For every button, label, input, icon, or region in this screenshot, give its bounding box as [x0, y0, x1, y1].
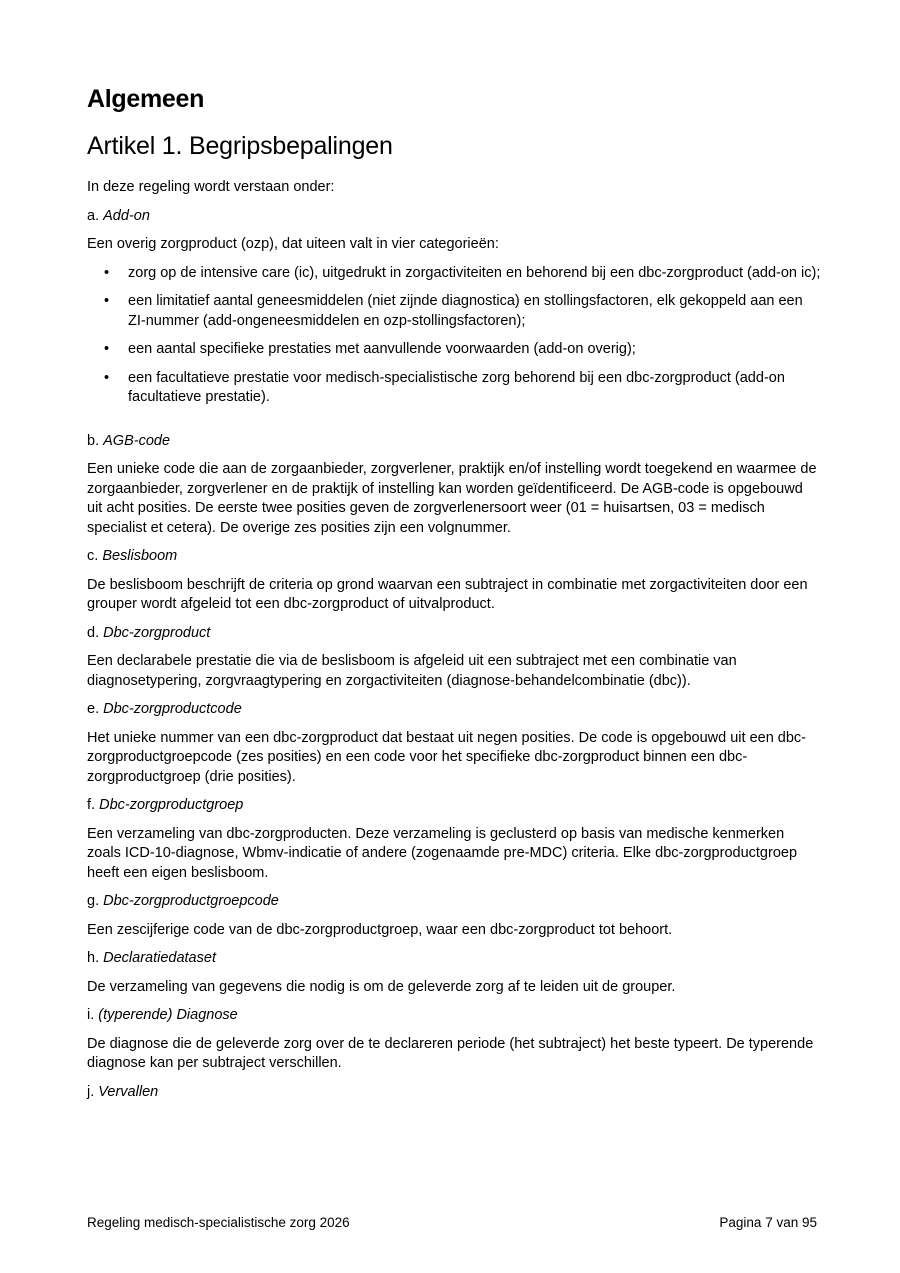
- term-label-agb-code: [87, 432, 822, 452]
- term-label-dbc-zorgproduct: [87, 624, 822, 644]
- list-item: • een facultatieve prestatie voor medisch-specialistische zorg behorend bij een dbc-zorgproduct (add-on facultatieve prestatie).: [128, 369, 822, 408]
- term-definition-dbc-zorgproductgroep: Een verzameling van dbc-zorgproducten. Deze verzameling is geclusterd op basis van medische kenmerken zoals ICD-10-diagnose, Wbmv-indicatie of andere (zogenaamde pre-MDC) criteria. Elke dbc-zorgproductgroep heeft een eigen beslisboom.: [87, 825, 798, 881]
- term-label-dbc-zorgproductgroep: [87, 796, 822, 816]
- term-name: Beslisboom: [102, 548, 178, 564]
- term-definition-declaratiedataset: De verzameling van gegevens die nodig is om de geleverde zorg af te leiden uit de grouper.: [87, 978, 676, 995]
- term-letter: h.: [87, 950, 100, 966]
- term-name: Add-on: [103, 207, 150, 224]
- term-label-beslisboom: [87, 547, 822, 567]
- term-definition-diagnose: De diagnose die de geleverde zorg over de te declareren periode (het subtraject) het beste typeert. De typerende diagnose kan per subtraject verschillen.: [87, 1035, 814, 1071]
- term-letter: f.: [87, 797, 96, 813]
- list-item: • zorg op de intensive care (ic), uitgedrukt in zorgactiviteiten en behorend bij een dbc-zorgproduct (add-on ic);: [128, 264, 822, 284]
- term-definition-add-on: Een overig zorgproduct (ozp), dat uiteen valt in vier categorieën:: [87, 236, 499, 252]
- term-name: (typerende) Diagnose: [98, 1007, 238, 1023]
- term-label-declaratiedataset: [87, 949, 822, 969]
- term-name: Dbc-zorgproductgroep: [99, 797, 244, 813]
- term-name: Dbc-zorgproduct: [103, 624, 211, 641]
- term-letter: e.: [87, 701, 100, 717]
- term-letter: i.: [87, 1007, 95, 1023]
- term-label-vervallen: [87, 1083, 822, 1103]
- add-on-category-list: [87, 264, 822, 408]
- term-label-dbc-zorgproductcode: [87, 700, 822, 720]
- term-name: Vervallen: [98, 1083, 159, 1100]
- term-definition-dbc-zorgproductgroepcode: Een zescijferige code van de dbc-zorgproductgroep, waar een dbc-zorgproduct tot behoort.: [87, 921, 673, 938]
- term-letter: d.: [87, 624, 100, 641]
- term-label-diagnose: [87, 1006, 822, 1026]
- term-definition-beslisboom: De beslisboom beschrijft de criteria op grond waarvan een subtraject in combinatie met zorgactiviteiten door een grouper wordt afgeleid tot een dbc-zorgproduct of uitvalproduct.: [87, 576, 808, 612]
- term-definition-agb-code: Een unieke code die aan de zorgaanbieder, zorgverlener, praktijk en/of instelling wordt toegekend en waarmee de zorgaanbieder, zorgverlener en de praktijk of instelling kan worden geïdentificeerd. De AGB-code is opgebouwd uit acht posities. De eerste twee posities geven de zorgverlenersoort weer (01 = huisartsen, 03 = medisch specialist et cetera). De overige zes posities zijn een volgnummer.: [87, 461, 817, 536]
- article-title: Artikel 1. Begripsbepalingen: [87, 132, 393, 160]
- term-letter: a.: [87, 207, 100, 224]
- term-name: Dbc-zorgproductgroepcode: [103, 893, 279, 909]
- footer-document-title: Regeling medisch-specialistische zorg 2026: [87, 1215, 350, 1230]
- term-name: Declaratiedataset: [103, 950, 216, 966]
- term-letter: c.: [87, 548, 99, 564]
- term-name: Dbc-zorgproductcode: [103, 701, 242, 717]
- list-item: • een limitatief aantal geneesmiddelen (niet zijnde diagnostica) en stollingsfactoren, elk gekoppeld aan een ZI-nummer (add-ongeneesmiddelen en ozp-stollingsfactoren);: [128, 292, 822, 331]
- term-letter: b.: [87, 432, 100, 449]
- term-name: AGB-code: [103, 432, 171, 449]
- document-page: [87, 84, 822, 1102]
- term-label-add-on: [87, 207, 822, 227]
- term-label-dbc-zorgproductgroepcode: [87, 892, 822, 912]
- term-letter: j.: [87, 1083, 95, 1100]
- term-definition-dbc-zorgproductcode: Het unieke nummer van een dbc-zorgproduct dat bestaat uit negen posities. De code is opgebouwd uit een dbc-zorgproductgroepcode (zes posities) en een code voor het specifieke dbc-zorgproduct binnen een dbc-zorgproductgroep (drie posities).: [87, 729, 807, 785]
- intro-text: In deze regeling wordt verstaan onder:: [87, 179, 335, 195]
- term-definition-dbc-zorgproduct: Een declarabele prestatie die via de beslisboom is afgeleid uit een subtraject met een combinatie van diagnosetypering, zorgvraagtypering en zorgactiviteiten (diagnose-behandelcombinatie (dbc)).: [87, 653, 737, 689]
- term-letter: g.: [87, 893, 100, 909]
- section-title: Algemeen: [87, 85, 205, 113]
- footer-page-number: Pagina 7 van 95: [719, 1215, 817, 1230]
- list-item: • een aantal specifieke prestaties met aanvullende voorwaarden (add-on overig);: [128, 340, 822, 360]
